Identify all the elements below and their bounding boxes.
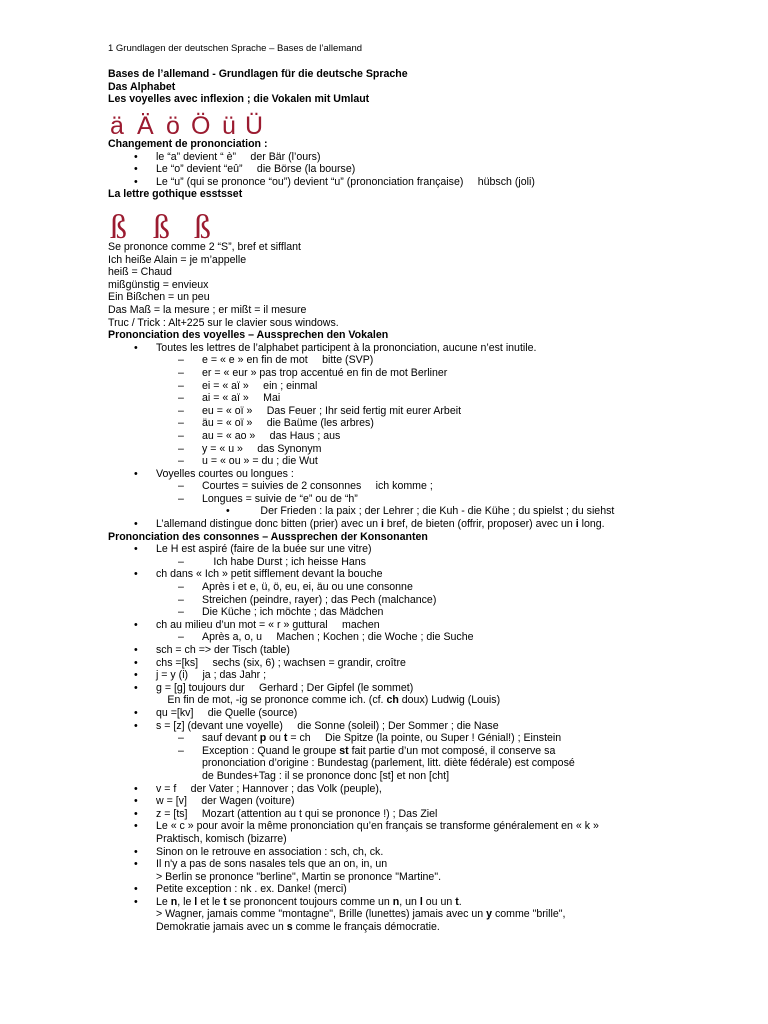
gothic-line: Se prononce comme 2 “S”, bref et sifflant	[108, 241, 301, 253]
text-run: doux) Ludwig (Louis)	[398, 694, 501, 707]
ch-mid-example: – Après a, o, u  Machen ; Kochen ; die Woche ; die Suche	[108, 631, 748, 644]
gothic-section	[108, 241, 748, 934]
text-run: = ch  Die Spitze (la pointe, ou Super ! Génial!) ; Einstein	[287, 732, 562, 745]
page-header: 1 Grundlagen der deutschen Sprache – Bases de l’allemand	[108, 43, 363, 54]
bold-letter: n	[392, 895, 400, 908]
text-run: Exception : Quand le groupe	[202, 744, 340, 757]
ch-example: – Streichen (peindre, rayer) ; das Pech (malchance)	[108, 594, 748, 607]
final-example	[108, 921, 748, 934]
vowel-rule: – er = « eur » pas trop accentué en fin de mot Berliner	[108, 367, 748, 380]
bold-letter: ch	[386, 694, 399, 707]
list-item: • Le “u” (qui se prononce “ou”) devient “u” (prononciation française)  hübsch (joli)	[108, 176, 748, 189]
gothic-line: mißgünstig = envieux	[108, 278, 209, 291]
list-item: • le “a” devient “ è”  der Bär (l’ours)	[108, 151, 748, 164]
text-run: ou un	[422, 895, 456, 908]
bold-letter: n	[170, 895, 178, 908]
umlaut-a-lower: ä	[110, 112, 124, 138]
list-item: • Il n'y a pas de sons nasales tels que an on, in, un	[108, 858, 748, 871]
text-run: Le	[156, 895, 171, 908]
alphabet-heading: Das Alphabet	[108, 80, 176, 93]
bold-letter: l	[194, 895, 198, 908]
vowel-rule: – u = « ou » = du ; die Wut	[108, 455, 748, 468]
h-example: –  Ich habe Durst ; ich heisse Hans	[108, 556, 748, 569]
list-item: • Le H est aspiré (faire de la buée sur une vitre)	[108, 543, 748, 556]
list-item: • Le « c » pour avoir la même prononciation qu’en français se transforme généralement en « k »  Praktisch, komisch (bizarre)	[108, 820, 656, 845]
bold-letter: s	[286, 921, 293, 934]
vowel-rule: – e = « e » en fin de mot  bitte (SVP)	[108, 354, 748, 367]
s-exception-sauf	[108, 732, 748, 745]
list-item: • z = [ts]  Mozart (attention au t qui se prononce !) ; Das Ziel	[108, 808, 748, 821]
short-vowel-rule: – Courtes = suivies de 2 consonnes  ich komme ;	[108, 480, 748, 493]
umlaut-heading: Les voyelles avec inflexion ; die Vokalen mit Umlaut	[108, 93, 370, 106]
pronunciation-change-heading: Changement de prononciation :	[108, 138, 268, 150]
ch-example: – Après i et e, ü, ö, eu, ei, äu ou une consonne	[108, 581, 748, 594]
text-run: bref, de bieten (offrir, proposer) avec un	[383, 518, 576, 531]
gothic-line: Das Maß = la mesure ; er mißt = il mesure	[108, 303, 307, 316]
text-run: , le	[177, 895, 195, 908]
list-item	[108, 518, 748, 531]
text-run: comme le français démocratie.	[292, 921, 440, 934]
text-run: Demokratie jamais avec un	[156, 921, 287, 934]
g-continuation	[108, 694, 748, 707]
pronunciation-change-section	[108, 138, 748, 201]
umlaut-o-upper: Ö	[191, 112, 211, 138]
bold-letter: t	[283, 732, 288, 745]
long-vowel-example: •  Der Frieden : la paix ; der Lehrer ; die Kuh - die Kühe ; du spielst ; du siehst	[108, 505, 748, 518]
text-run: ou	[266, 732, 284, 745]
eszett-letters-figure	[106, 204, 236, 244]
umlaut-letters-figure	[106, 104, 276, 138]
list-item: • w = [v]  der Wagen (voiture)	[108, 795, 748, 808]
list-item: • Voyelles courtes ou longues :	[108, 468, 748, 481]
final-example	[108, 908, 748, 921]
text-run: sauf devant	[202, 732, 260, 745]
title-block	[108, 68, 748, 106]
umlaut-a-upper: Ä	[137, 112, 154, 138]
list-item: • ch au milieu d’un mot = « r » guttural  machen	[108, 619, 748, 632]
eszett-glyph: ß	[110, 209, 127, 244]
text-run: comme "brille",	[492, 908, 566, 921]
bold-letter: t	[223, 895, 227, 908]
text-run:  En fin de mot, -ig se prononce comme ich. (cf.	[156, 694, 387, 707]
nasal-example: > Berlin se prononce "berline", Martin se prononce "Martine".	[156, 870, 442, 883]
vowels-heading: Prononciation des voyelles – Aussprechen den Vokalen	[108, 329, 389, 342]
vowel-rule: – au = « ao »  das Haus ; aus	[108, 430, 748, 443]
consonants-heading: Prononciation des consonnes – Aussprechen der Konsonanten	[108, 530, 428, 543]
list-item: • Toutes les lettres de l’alphabet participent à la prononciation, aucune n’est inutile.	[108, 342, 748, 355]
gothic-line: heiß = Chaud	[108, 266, 172, 279]
s-exception-compound	[108, 745, 582, 783]
vowel-rule: – ai = « aï »  Mai	[108, 392, 748, 405]
gothic-line: Truc / Trick : Alt+225 sur le clavier sous windows.	[108, 316, 339, 329]
text-run: .	[458, 895, 462, 908]
vowel-rule: – y = « u »  das Synonym	[108, 443, 748, 456]
bold-letter: i	[575, 518, 579, 531]
bold-letter: y	[486, 908, 492, 921]
list-item	[108, 896, 748, 909]
umlaut-u-lower: ü	[222, 112, 236, 138]
text-run: fait partie d’un mot composé, il conserve sa prononciation d’origine : Bundestag (parlement, litt. diète fédérale) est composé de Bundes+Tag : il se prononce donc [st] et non [cht]	[202, 744, 575, 782]
text-run: > Wagner, jamais comme "montagne", Brille (lunettes) jamais avec un	[156, 908, 487, 921]
list-item: • Le “o” devient “eû”  die Börse (la bourse)	[108, 163, 748, 176]
text-run: se prononcent toujours comme un	[226, 895, 393, 908]
eszett-glyph: ß	[153, 209, 170, 244]
list-item: • chs =[ks]  sechs (six, 6) ; wachsen = grandir, croître	[108, 657, 748, 670]
umlaut-u-upper: Ü	[245, 112, 264, 138]
list-item: • s = [z] (devant une voyelle)  die Sonne (soleil) ; Der Sommer ; die Nase	[108, 720, 748, 733]
gothic-line: Ich heiße Alain = je m’appelle	[108, 253, 247, 266]
list-item: • Petite exception : nk . ex. Danke! (merci)	[108, 883, 748, 896]
list-item: • g = [g] toujours dur  Gerhard ; Der Gipfel (le sommet)	[108, 682, 748, 695]
list-item: • ch dans « Ich » petit sifflement devant la bouche	[108, 568, 748, 581]
doc-title: Bases de l’allemand - Grundlagen für die deutsche Sprache	[108, 68, 408, 80]
eszett-glyph: ß	[194, 209, 211, 244]
bold-letter: i	[380, 518, 384, 531]
vowel-rule: – ei = « aï »  ein ; einmal	[108, 380, 748, 393]
bold-letter: p	[259, 732, 267, 745]
bold-letter: t	[455, 895, 459, 908]
text-run: long.	[578, 518, 605, 531]
vowel-rule: – äu = « oï »  die Baüme (les arbres)	[108, 417, 748, 430]
umlaut-o-lower: ö	[166, 112, 180, 138]
gothic-line: Ein Bißchen = un peu	[108, 291, 210, 304]
gothic-heading: La lettre gothique esstsset	[108, 188, 243, 201]
text-run: et le	[197, 895, 224, 908]
list-item: • sch = ch => der Tisch (table)	[108, 644, 748, 657]
bold-letter: l	[419, 895, 423, 908]
list-item: • v = f  der Vater ; Hannover ; das Volk (peuple),	[108, 783, 748, 796]
long-vowel-rule: – Longues = suivie de “e” ou de “h”	[108, 493, 748, 506]
vowel-rule: – eu = « oï »  Das Feuer ; Ihr seid fertig mit eurer Arbeit	[108, 405, 748, 418]
list-item: • qu =[kv]  die Quelle (source)	[108, 707, 748, 720]
text-run: L’allemand distingue donc bitten (prier) avec un	[156, 518, 381, 531]
ch-example: – Die Küche ; ich möchte ; das Mädchen	[108, 606, 748, 619]
bold-letter: st	[339, 744, 349, 757]
list-item: • Sinon on le retrouve en association : sch, ch, ck.	[108, 846, 748, 859]
text-run: , un	[399, 895, 420, 908]
list-item: • j = y (i)  ja ; das Jahr ;	[108, 669, 748, 682]
